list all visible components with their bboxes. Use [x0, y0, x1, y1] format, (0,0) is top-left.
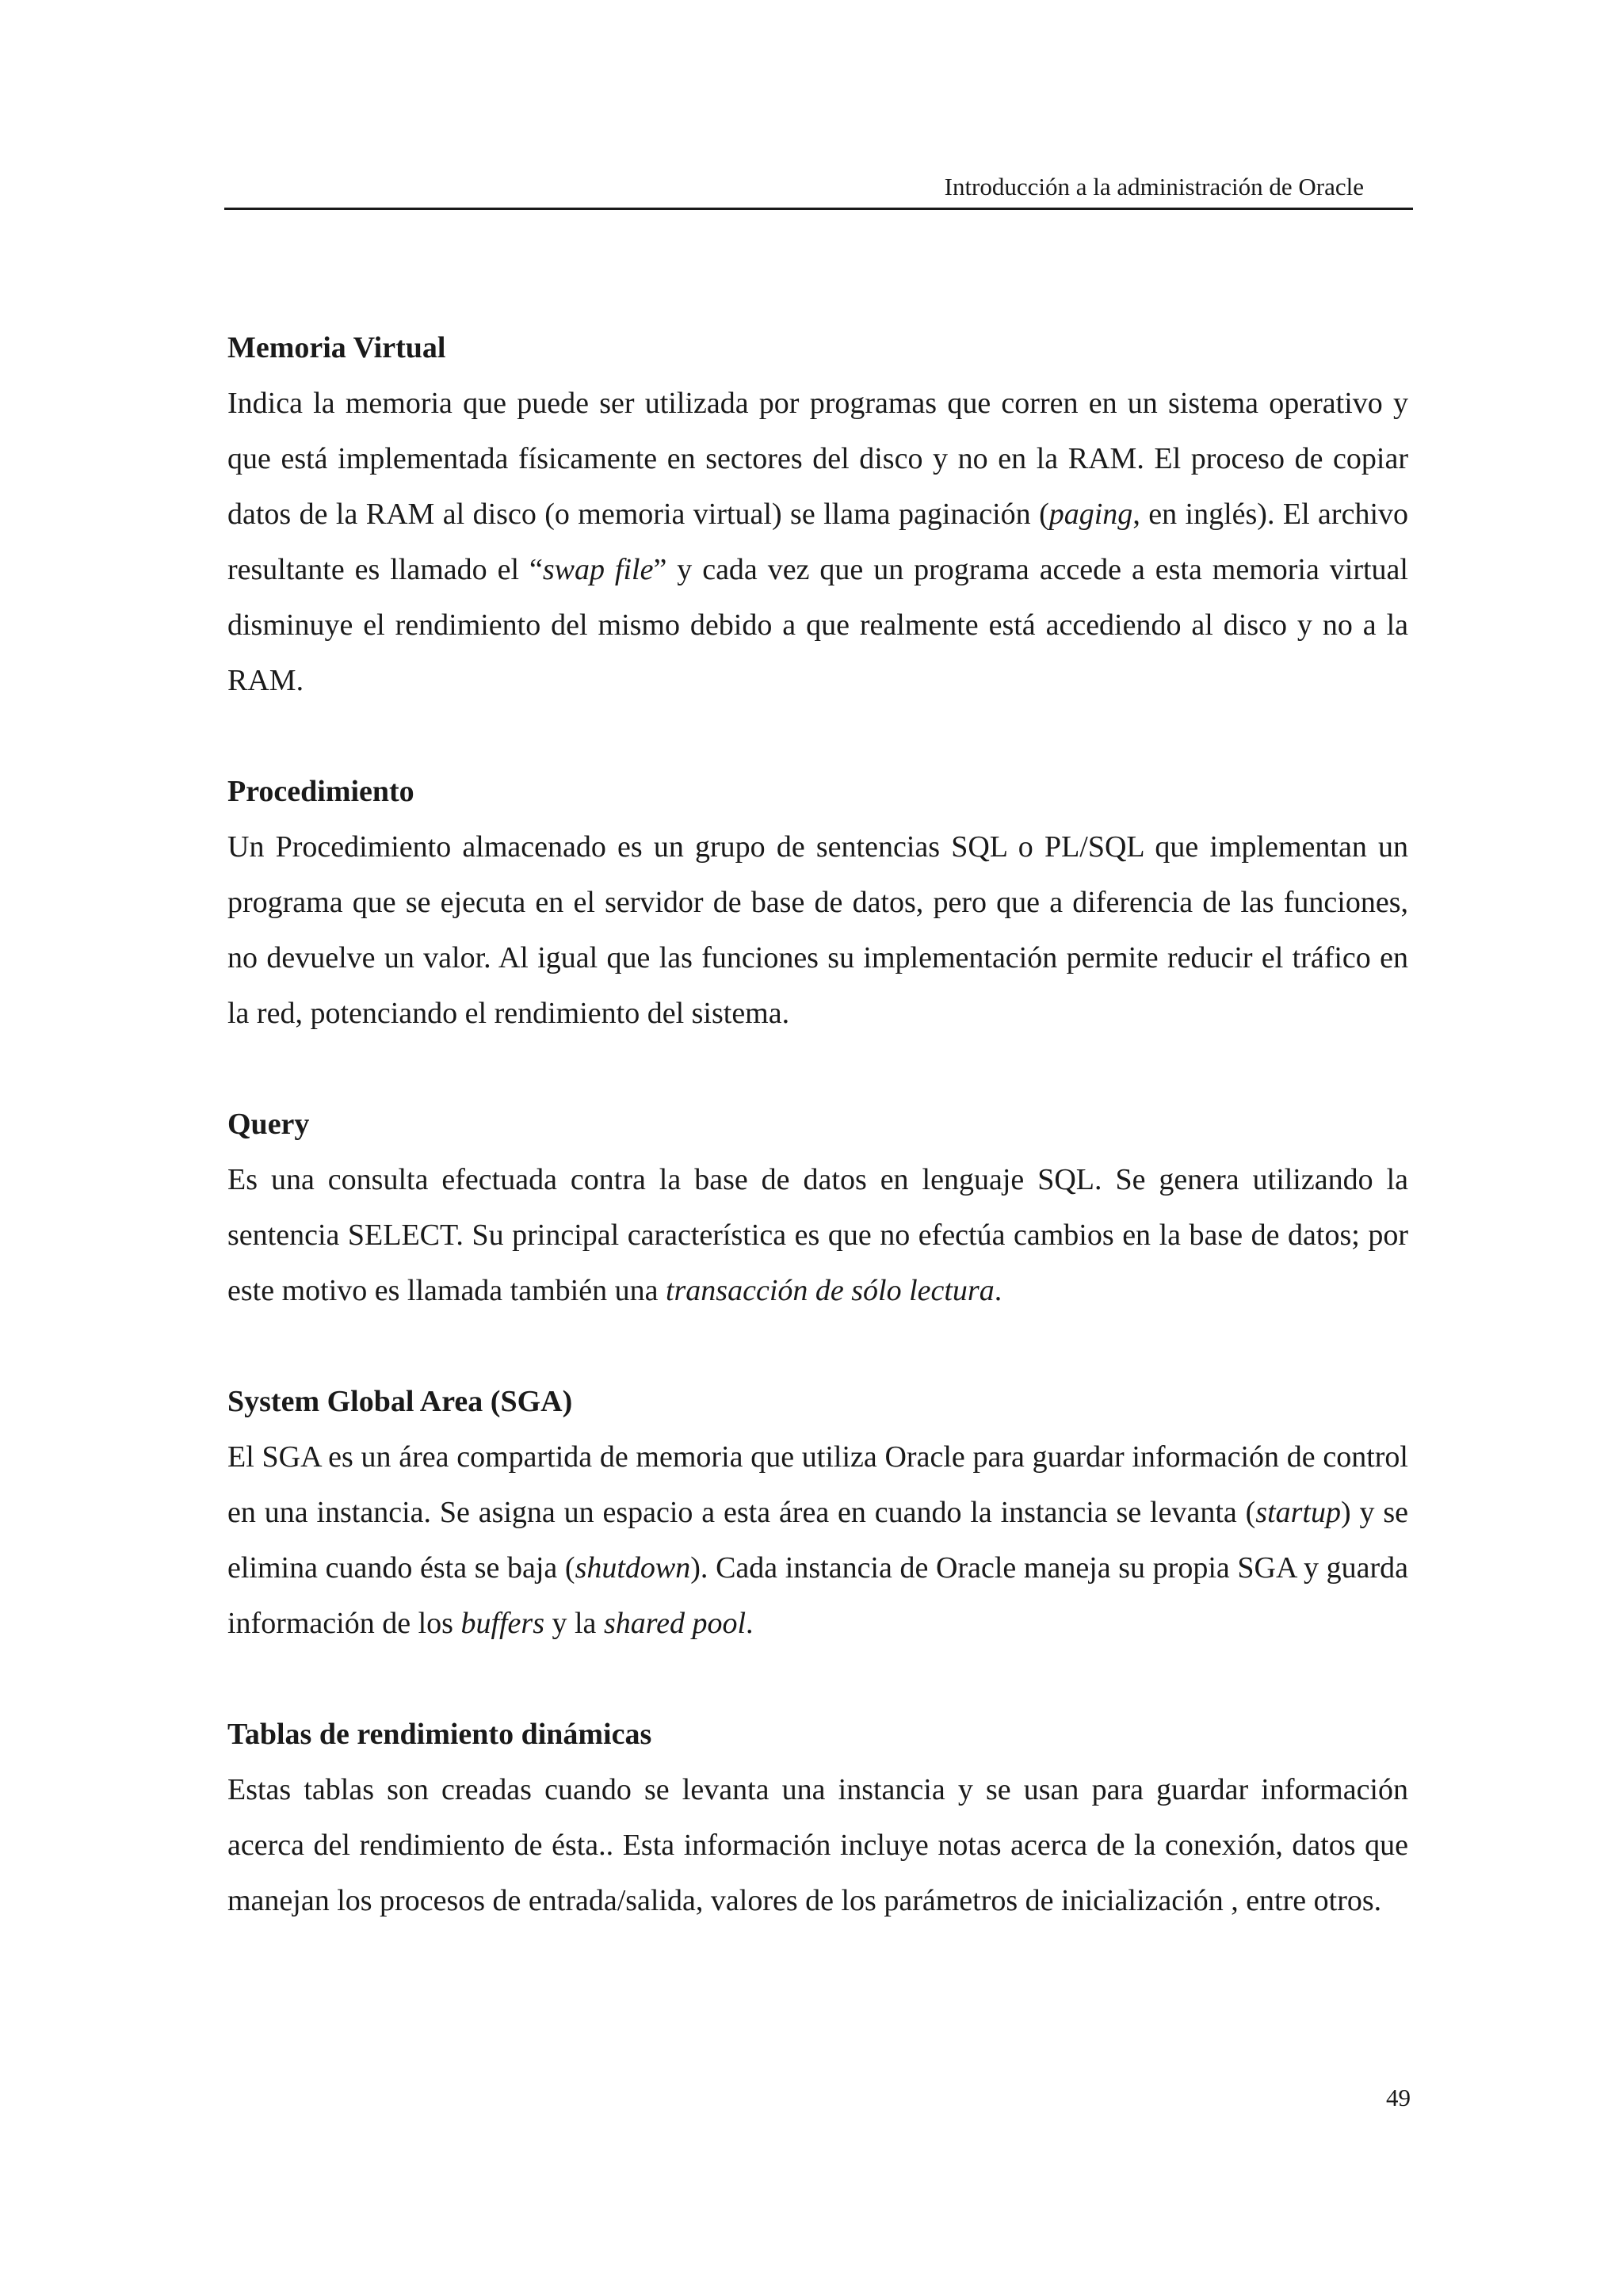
italic-term-transaccion: transacción de sólo lectura	[665, 1274, 995, 1307]
page-header	[224, 171, 1413, 210]
text-run: Indica la memoria que puede ser utilizada por programas que corren en un sistema operativo y que está implementada físicamente en sectores del disco y no en la RAM. El proceso de copiar datos de la RAM al disco (o memoria virtual) se llama paginación (	[227, 387, 1408, 531]
section-paragraph	[227, 819, 1408, 1041]
italic-term-shared-pool: shared pool	[603, 1607, 747, 1640]
text-run: ) y se elimina cuando ésta se baja (	[227, 1496, 1408, 1585]
italic-term-paging: paging	[1048, 498, 1133, 531]
section-procedimiento	[227, 764, 1408, 1041]
section-paragraph	[227, 1429, 1408, 1651]
text-run: ” y cada vez que un programa accede a esta memoria virtual disminuye el rendimiento del mismo debido a que realmente está accediendo al disco y no a la RAM.	[227, 553, 1408, 697]
section-tablas-rendimiento	[227, 1707, 1408, 1928]
text-run: ). Cada instancia de Oracle maneja su propia SGA y guarda información de los	[227, 1551, 1408, 1640]
section-heading: System Global Area (SGA)	[227, 1385, 573, 1418]
section-paragraph	[227, 1152, 1408, 1318]
text-run: Es una consulta efectuada contra la base de datos en lenguaje SQL. Se genera utilizando la sentencia SELECT. Su principal característica es que no efectúa cambios en la base de datos; por este motivo es llamada también una	[227, 1163, 1408, 1307]
text-run: , en inglés). El archivo resultante es llamado el “	[227, 498, 1408, 586]
section-heading: Procedimiento	[227, 775, 414, 808]
section-memoria-virtual	[227, 320, 1408, 708]
section-paragraph	[227, 1762, 1408, 1928]
italic-term-startup: startup	[1255, 1496, 1341, 1529]
text-run: y la	[544, 1607, 604, 1640]
running-header-title: Introducción a la administración de Oracle	[944, 173, 1364, 200]
section-heading: Memoria Virtual	[227, 331, 446, 364]
italic-term-shutdown: shutdown	[575, 1551, 691, 1585]
section-sga	[227, 1374, 1408, 1651]
italic-term-buffers: buffers	[460, 1607, 544, 1640]
page-content	[227, 320, 1408, 1984]
page-number: 49	[1386, 2084, 1411, 2111]
italic-term-swap-file: swap file	[542, 553, 654, 586]
text-run: El SGA es un área compartida de memoria que utiliza Oracle para guardar información de control en una instancia. Se asigna un espacio a esta área en cuando la instancia se levanta (	[227, 1440, 1408, 1529]
section-heading: Query	[227, 1108, 310, 1141]
section-query	[227, 1097, 1408, 1318]
text-run: Un Procedimiento almacenado es un grupo de sentencias SQL o PL/SQL que implementan un programa que se ejecuta en el servidor de base de datos, pero que a diferencia de las funciones, no devuelve un valor. Al igual que las funciones su implementación permite reducir el tráfico en la red, potenciando el rendimiento del sistema.	[227, 830, 1408, 1030]
section-heading: Tablas de rendimiento dinámicas	[227, 1718, 652, 1751]
text-run: .	[994, 1274, 1002, 1307]
section-paragraph	[227, 376, 1408, 708]
text-run: .	[746, 1607, 754, 1640]
text-run: Estas tablas son creadas cuando se levanta una instancia y se usan para guardar información acerca del rendimiento de ésta.. Esta información incluye notas acerca de la conexión, datos que manejan los procesos de entrada/salida, valores de los parámetros de inicialización , entre otros.	[227, 1773, 1408, 1917]
